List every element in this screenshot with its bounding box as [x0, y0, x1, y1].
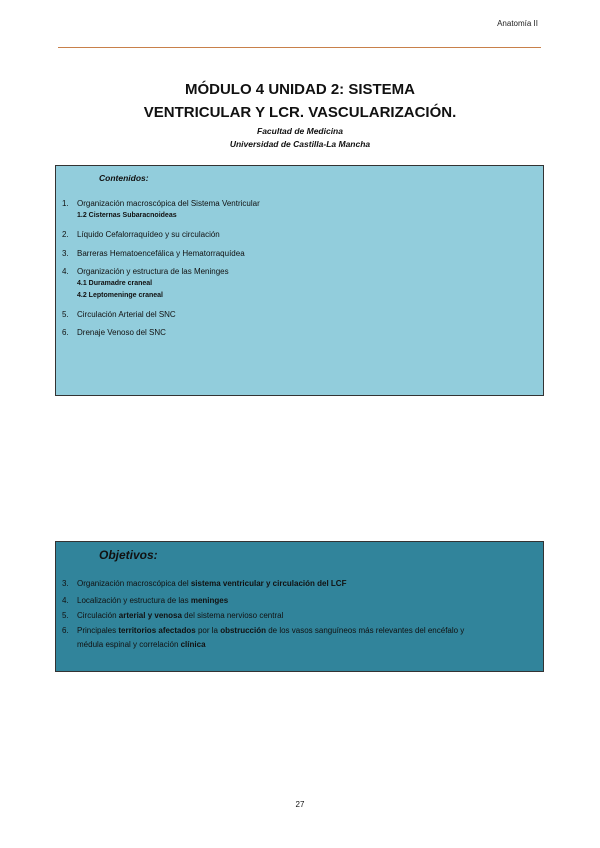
contents-item	[62, 230, 220, 239]
objective-text: Localización y estructura de las	[77, 596, 191, 605]
contents-box	[55, 165, 544, 396]
objective-number: 3.	[62, 579, 69, 588]
objective-text: Principales	[77, 626, 119, 635]
contents-item	[62, 249, 245, 258]
contents-item-text: Líquido Cefalorraquídeo y su circulación	[77, 230, 220, 239]
objectives-heading: Objetivos:	[99, 548, 158, 562]
contents-item-text: Barreras Hematoencefálica y Hematorraquídea	[77, 249, 245, 258]
objective-text: Circulación	[77, 611, 119, 620]
objective-text-bold: meninges	[190, 596, 229, 605]
contents-item-number: 6.	[62, 328, 69, 337]
objective-text: de los vasos sanguíneos más relevantes del encéfalo y	[265, 626, 465, 635]
contents-item	[62, 328, 166, 337]
objective-text: Organización macroscópica del	[77, 579, 191, 588]
objective-number: 6.	[62, 626, 69, 635]
contents-item-number: 1.	[62, 199, 69, 208]
objective-item	[62, 626, 464, 635]
contents-subitem: 1.2 Cisternas Subaracnoideas	[77, 212, 177, 219]
header-rule	[58, 47, 541, 48]
objective-text-bold: arterial y venosa	[118, 611, 182, 620]
contents-item-text: Drenaje Venoso del SNC	[77, 328, 166, 337]
objective-text-bold: clínica	[180, 640, 206, 649]
contents-item-text: Organización y estructura de las Meninges	[77, 267, 229, 276]
contents-item-number: 2.	[62, 230, 69, 239]
objective-item	[62, 579, 346, 588]
title-line-2: VENTRICULAR Y LCR. VASCULARIZACIÓN.	[143, 104, 457, 121]
contents-item	[62, 267, 229, 276]
contents-heading: Contenidos:	[99, 173, 149, 183]
university-label: Universidad de Castilla-La Mancha	[229, 139, 371, 149]
objective-number: 5.	[62, 611, 69, 620]
objective-text: médula espinal y correlación	[77, 640, 181, 649]
objective-text-bold: territorios afectados	[118, 626, 196, 635]
objective-text-bold: sistema ventricular y circulación del LCF	[190, 579, 347, 588]
objective-continuation	[77, 640, 206, 649]
page-number: 27	[295, 800, 305, 809]
contents-item-text: Organización macroscópica del Sistema Ventricular	[77, 199, 260, 208]
faculty-label: Facultad de Medicina	[257, 126, 343, 136]
contents-item-text: Circulación Arterial del SNC	[77, 310, 176, 319]
contents-item-number: 3.	[62, 249, 69, 258]
objective-number: 4.	[62, 596, 69, 605]
objective-text: del sistema nervioso central	[181, 611, 284, 620]
objectives-box	[55, 541, 544, 672]
objective-item	[62, 611, 283, 620]
objective-text: por la	[195, 626, 221, 635]
contents-subitem: 4.2 Leptomeninge craneal	[77, 292, 163, 299]
contents-item-number: 5.	[62, 310, 69, 319]
objective-text-bold: obstrucción	[220, 626, 266, 635]
objective-item	[62, 596, 228, 605]
running-header: Anatomía II	[497, 19, 538, 28]
contents-subitem: 4.1 Duramadre craneal	[77, 280, 153, 287]
contents-item-number: 4.	[62, 267, 69, 276]
contents-item	[62, 310, 176, 319]
contents-item	[62, 199, 260, 208]
title-line-1: MÓDULO 4 UNIDAD 2: SISTEMA	[184, 81, 415, 98]
